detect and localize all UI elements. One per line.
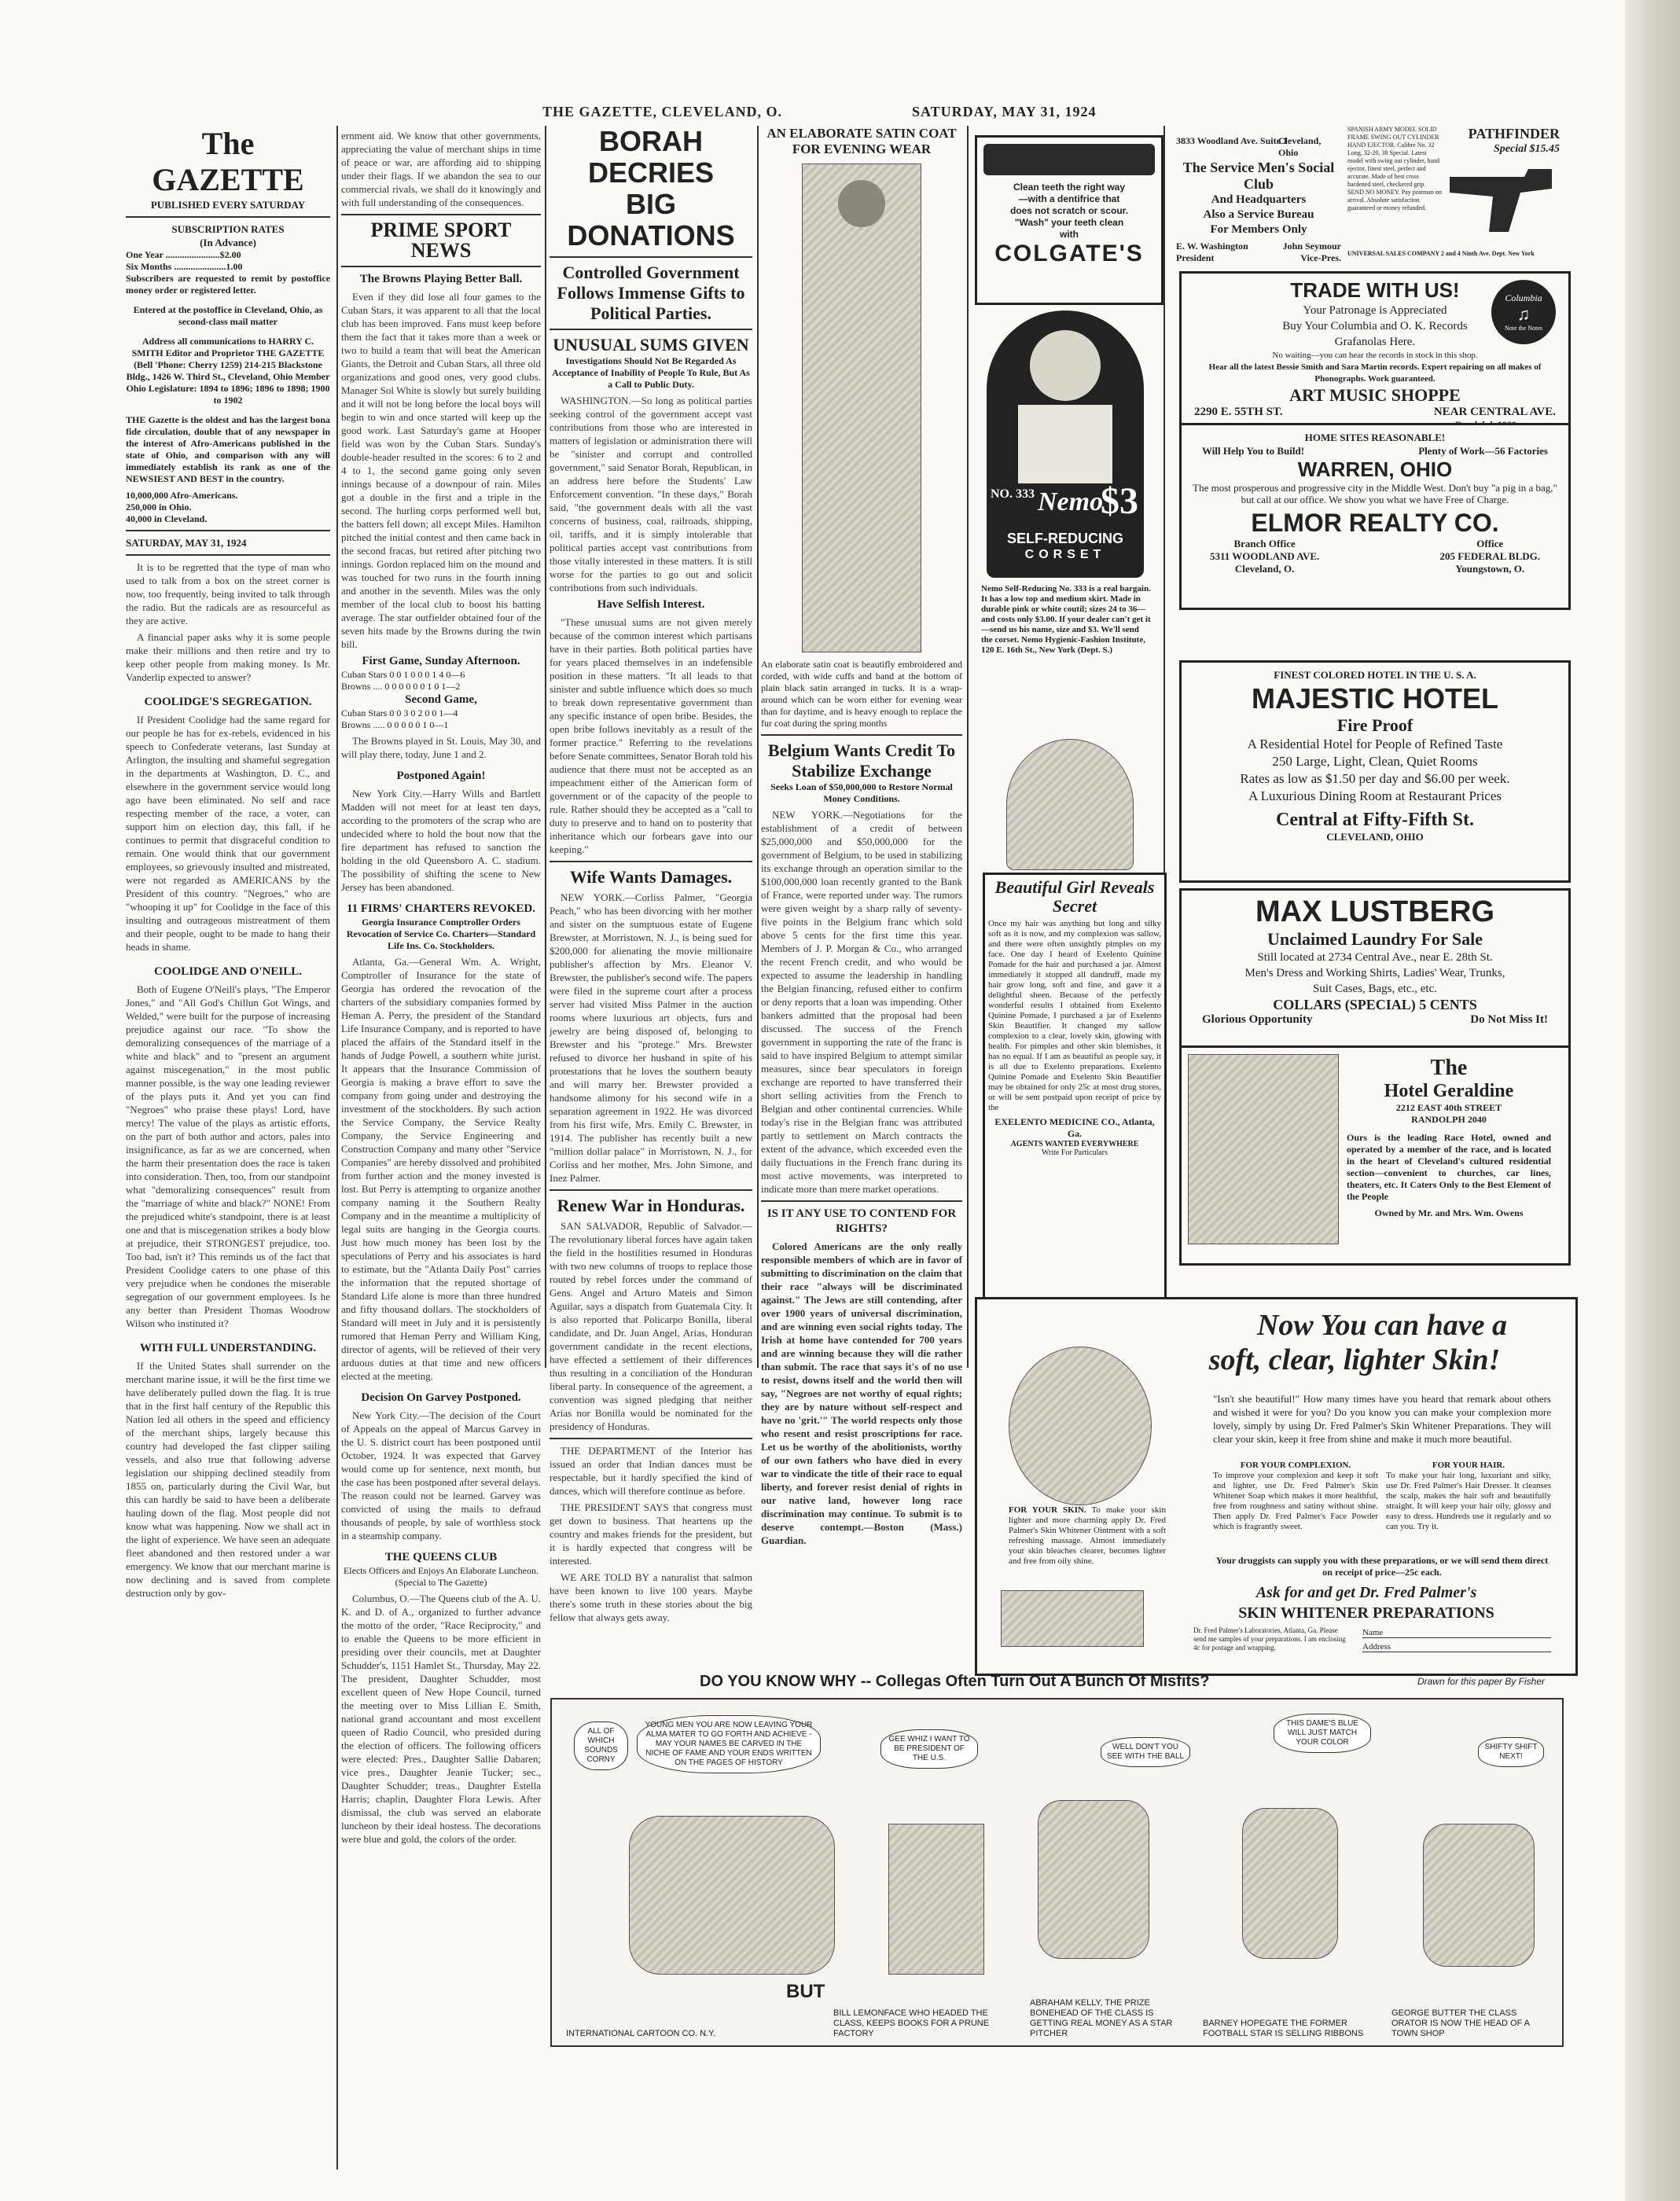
pathfinder-ad: [1347, 126, 1560, 267]
ad-copy: "Wash" your teeth clean: [1014, 217, 1124, 228]
editorial-paragraph: If the United States shall surrender on the merchant marine issue, it will be the first time we have deliberately pulled down the flag. It is true that in the first half century of the Republic this Nation led all others in the speed and efficiency of the merchant ships, largely because this country had developed the fast clipper sailing vessels, and also true that following adverse legislation our shipping declined steadily from 1855 on, particularly during the Civil War, but this can hardly be said to have been a deliberate hauling down of the flag. Most people did not know what was happening. Now we shall act in the light of experience. We have seen an adequate fleet abandoned and then restored under a war emergency. We know that our merchant marine is now declining and is saved from complete destruction only by gov-: [126, 1360, 330, 1599]
nemo-copy: Nemo Self-Reducing No. 333 is a real bargain. It has a low top and medium skirt. Made in durable pink or white coutil; sizes 24 to 36—and costs only $3.00. If your dealer can't get it—send us his name, size and $3. We'll send the corset. Nemo Hygienic-Fashion Institute, 120 E. 16th St., New York (Dept. S.): [981, 584, 1151, 655]
editorial-heading: COOLIDGE AND O'NEILL.: [154, 965, 302, 978]
article-body: New York City.—The decision of the Court of Appeals on the appeal of Marcus Garvey in the U. S. district court has been postponed until October, 1924. It was expected that Garvey would come up for sentence, next month, but the case has been postponed after several delays. The reason could not be learned. Garvey was convicted of using the mails to defraud thousands of people, by sale of worthless stock in a steamship company.: [341, 1409, 541, 1541]
office-label: Branch Office: [1233, 538, 1296, 549]
hotel-fireproof: Fire Proof: [1336, 715, 1413, 735]
article-heading: IS IT ANY USE TO CONTEND FOR RIGHTS?: [766, 1207, 957, 1235]
divider: [341, 214, 541, 215]
rate-line: Six Months ......................1.00: [126, 261, 243, 272]
headline: BIG DONATIONS: [567, 188, 735, 252]
ad-headline: Now You can have a: [1256, 1309, 1508, 1342]
editorial-heading: COOLIDGE'S SEGREGATION.: [144, 696, 312, 708]
revolver-icon: [1446, 161, 1556, 236]
editorial-heading: WITH FULL UNDERSTANDING.: [139, 1342, 317, 1354]
editorial-paragraph: If President Coolidge had the same regard for our people he has for ex-rebels, evidenced in his speech to Confederate veterans, last Sunday at Arlington, the insulting and shameful segregation in the departments at Washington, D. C., and elsewhere in the government service would long ago have been eliminated. No self and race respecting member of the race, a voter, can support him on election day, this fall, if he continues to permit that disgraceful condition to remain. One would think that our government employees, so grievously insulted and mistreated, were not regarded as AMERICANS by the President of this country. "Negroes," who are "whooping it up" for Coolidge in the face of this insulting and outrageous mistreatment of them and their people, ought to be made to hang their heads in shame.: [126, 714, 330, 953]
divider: [550, 861, 752, 862]
ad-copy: The most prosperous and progressive city in the Middle West. Don't buy "a pig in a bag," but call at our office. We show you what we have Free of Charge.: [1193, 482, 1557, 505]
speech-bubble: ALL OF WHICH SOUNDS CORNY: [574, 1721, 628, 1770]
ad-company: EXELENTO MEDICINE CO., Atlanta, Ga.: [994, 1116, 1155, 1139]
club-line: Also a Service Bureau: [1203, 208, 1314, 221]
divider: [550, 1438, 752, 1439]
article-heading: 11 FIRMS' CHARTERS REVOKED.: [346, 902, 536, 915]
deck-subheading: Investigations Should Not Be Regarded As Acceptance of Inability of People To Rule, But As a Call to Public Duty.: [552, 355, 750, 390]
comic-caption: ABRAHAM KELLY, THE PRIZE BONEHEAD OF THE CLASS IS GETTING REAL MONEY AS A STAR PITCHER: [1030, 1998, 1173, 2038]
article-heading: Renew War in Honduras.: [557, 1196, 745, 1215]
population-line: 10,000,000 Afro-Americans.: [126, 490, 238, 501]
article-body: NEW YORK.—Negotiations for the establishment of a credit of between $25,000,000 and $50,000,000 for the government of Belgium, to be used in stabilizing its exchange through an operation similar to the $100,000,000 loan recently granted to the Bank of France, were reported under way. The rumors were given weight by a sharp rally of seventy-five points in the Belgium franc which sold above 5 cents for the first time this year. Members of J. P. Morgan & Co., who arranged the recent French credit, and who would be expected to assume the leadership in handling the Belgian financing, refused either to confirm or deny reports that a loan was impending. Other bankers admitted that the proposal had been discussed. The success of the French government in supporting the rate of the franc is said to have inspired Belgium to attempt similar measures, since bear speculators in foreign exchange are reported to have transferred their short selling activities from the French to Belgian and other continental currencies. While today's rise in the Belgian franc was attributed partly to settlement on March contracts the extent of the advance, which exceeded even the daily fluctuations in the French franc during its most active movements, was interpreted to indicate more than mere market operations.: [761, 809, 962, 1195]
office-address: 205 FEDERAL BLDG.: [1439, 550, 1540, 562]
laundry-line: Men's Dress and Working Shirts, Ladies' Wear, Trunks,: [1244, 967, 1505, 979]
divider: [550, 1189, 752, 1191]
brief-paragraph: THE DEPARTMENT of the Interior has issued an order that Indian dances must be respectable, but it hardly specified the kind of dances, which will therefore continue as before.: [550, 1445, 752, 1497]
article-subheading: Elects Officers and Enjoys An Elaborate Luncheon.: [343, 1565, 539, 1576]
paper-title: The GAZETTE: [152, 126, 304, 197]
divider: [761, 1200, 962, 1202]
population-line: 250,000 in Ohio.: [126, 502, 192, 513]
article-body: Atlanta, Ga.—General Wm. A. Wright, Comptroller of Insurance for the state of Georgia has ordered the revocation of the charters of the subsidiary companies formed by Heman A. Perry, the president of the Standard Life Insurance Company, and is reported to have placed the affairs of the Standard itself in the hands of Judge Powell, a southern white jurist. It appears that the Insurance Commission of Georgia is making a brave effort to save the company from going under and destroying the investment of the stockholders. By such action the Service Company, the Service Realty Company, the Service Engineering and Construction Company and many other "Service Companies" are hereby dissolved and prohibited from further action and the money invested is lost. But Perry is attempting to organize another company naming it the Southern Realty Company and in the meantime a multiplicity of legal suits are hanging in the Georgia courts. Just how much money has been lost by the speculations of Perry and his associates is hard to estimate, but the "Atlanta Daily Post" carries the information that the reputed shortage of Standard Life alone is more than three hundred and fifty thousand dollars. The stockholders of Standard will meet in July and it is persistently rumored that Heman Perry and William King, director of agents, will be relieved of their very arduous duties at that time and new officers elected at the meeting.: [341, 956, 541, 1382]
nemo-tagline: SELF-REDUCING: [1007, 531, 1123, 546]
nemo-tagline: CORSET: [1024, 548, 1106, 561]
barber-illustration: [1423, 1824, 1535, 1967]
club-officer-title: Vice-Pres.: [1300, 252, 1341, 263]
article-body: New York City.—Harry Wills and Bartlett Madden will not meet for at least ten days, according to the promoters of the scrap who are undecided where to hold the bout now that the fire department has refused to sanction the holding in the old Queensboro A. C. stadium. The possibility of shifting the scene to New Jersey has been abandoned.: [341, 788, 541, 893]
pathfinder-company: UNIVERSAL SALES COMPANY 2 and 4 Ninth Ave. Dept. New York: [1347, 250, 1535, 257]
skin-section-copy: To make your skin lighter and more charming apply Dr. Fred Palmer's Skin Whitener Ointment with a soft refreshing massage. Almost immediately your skin bleaches clearer, becomes lighter and free from oily shine.: [1009, 1505, 1166, 1566]
pitcher-illustration: [1038, 1800, 1149, 1959]
club-officer: E. W. Washington: [1176, 241, 1248, 252]
news-column: [550, 125, 752, 1623]
coupon-name-field: Name: [1362, 1628, 1551, 1638]
nemo-number: NO. 333: [991, 487, 1035, 501]
article-heading: Postponed Again!: [396, 770, 486, 782]
comic-title: DO YOU KNOW WHY -- Collegas Often Turn Out A Bunch Of Misfits?: [700, 1673, 1210, 1690]
ad-heading: TRADE WITH US!: [1290, 278, 1460, 302]
bookkeeper-illustration: [888, 1824, 984, 1975]
article-continuation: ernment aid. We know that other governments, appreciating the value of merchant ships in time of peace or war, are affording aid to shipping under their flags. If we abandon the sea to our commercial rivals, we shall do it knowingly and with full understanding of the consequences.: [341, 130, 541, 208]
article-subheading: Georgia Insurance Comptroller Orders Revocation of Service Co. Charters—Standard Life Ins. Co. Stockholders.: [346, 917, 536, 951]
sports-heading: PRIME SPORT NEWS: [370, 219, 512, 262]
speech-bubble: WELL DON'T YOU SEE WITH THE BALL: [1101, 1737, 1190, 1767]
ad-write: Write For Particulars: [1041, 1148, 1108, 1157]
article-special: (Special to The Gazette): [395, 1577, 487, 1588]
office-city: Cleveland, O.: [1234, 563, 1295, 575]
art-music-ad: [1179, 271, 1571, 431]
rates-subheading: (In Advance): [200, 237, 256, 248]
masthead-paper: THE GAZETTE, CLEVELAND, O.: [542, 104, 783, 119]
ad-line: No waiting—you can hear the records in stock in this shop.: [1272, 351, 1478, 360]
hotel-geraldine-ad: [1179, 1045, 1571, 1266]
pathfinder-price: Special $15.45: [1494, 143, 1560, 155]
club-officer: John Seymour: [1282, 241, 1341, 252]
nemo-corset-ad: [975, 310, 1159, 680]
speech-bubble: THIS DAME'S BLUE WILL JUST MATCH YOUR COLOR: [1274, 1714, 1371, 1753]
product-box-illustration: [1001, 1590, 1144, 1647]
hotel-line: A Luxurious Dining Room at Restaurant Prices: [1248, 788, 1502, 803]
coupon-address-field: Address: [1362, 1642, 1551, 1652]
club-name: The Service Men's Social Club: [1182, 160, 1335, 192]
ad-intro: "Isn't she beautiful!" How many times have you heard that remark about others and wished it were for you? Do you know you can make your complexion more lovely, simply by using Dr. Fred Palmer's Skin Whitener Preparations. They will clear your skin, keep it free from shine and make it much more beautiful.: [1213, 1393, 1551, 1445]
ad-copy: —with a dentifrice that: [1018, 193, 1120, 204]
hotel-line: A Residential Hotel for People of Refined Taste: [1247, 737, 1503, 751]
editorial-paragraph: Both of Eugene O'Neill's plays, "The Emperor Jones," and "All God's Chillun Got Wings, and Welded," were built for the purpose of increasing prejudice against our race. "To show the demoralizing consequences of the marriage of a white and black" and to "present an argument against miscegenation," in the most public manner possible, is the way one leading reviewer of the plays puts it. And yet you can find "Negroes" who praise these plays! Lord, have mercy! The value of the plays as artistic efforts, on the part of both author and actors, pales into insignificance, as far as we are concerned, when the harm their presentation does the race is taken into consideration. Then, too, from our standpoint what "demoralizing consequences" result from the "marriage of white and black?" NONE! From the prejudiced white's standpoint, there is at least one and that is miscegenation strikes a body blow at prejudice, their STRONGEST prejudice, too. Too bad, isn't it? This reminds us of the fact that President Coolidge caters to one phase of this very prejudice when he condones the miserable segregation of our government employees. Is he any better than President Thomas Woodrow Wilson who instituted it?: [126, 983, 330, 1329]
columbia-logo-icon: [1491, 280, 1556, 344]
office-address: 5311 WOODLAND AVE.: [1210, 550, 1320, 562]
club-line: For Members Only: [1210, 223, 1307, 236]
columbia-logo-text: Columbia: [1505, 292, 1542, 303]
shop-near: NEAR CENTRAL AVE.: [1433, 406, 1556, 418]
hotel-name: Hotel Geraldine: [1384, 1081, 1514, 1101]
warren-title: WARREN, OHIO: [1297, 457, 1453, 481]
article-body: "These unusual sums are not given merely because of the common interest which partisans have in their parties. Both political parties have for years placed themselves in an indefensible position in these matters. "It all leads to that sinister and subtle influence which does so much to break down representative government than any specific instance of open bribe. Besides, the open bribe follows inevitably as a result of the former practice." Referring to the revelations before Senate committees, Senator Borah told his audience that there must not be accepted as an impeachment either of the American form of government or of the capacity of the people to rule. Rather should they be accepted as a "call to duty to preserve and to hand on to posterity that inheritance which our forbears gave into our keeping.": [550, 616, 752, 855]
article-body: Colored Americans are the only really responsible members of which are in favor of submitting to discrimination on the claim that their race "always will be discriminated against." The Jews are still contending, after over 1900 years of universal discrimination, and are winning even social rights today. The Irish at home have contended for 700 years and are winning because they will die rather than submit. The race that says it's of no use to resist, downs itself and the world then will say, "Negroes are not worthy of equal rights; they are by nature without self-respect and have no 'grit.'" The world respects only those who resent and resist proscriptions for race. Let us be worthy of the abolitionists, worthy of our own fathers who have died in every war to vindicate the title of their race to equal liberty, and forever resist denial of rights in our native land, however long race discrimination may continue. To submit is to deserve contempt.—Boston (Mass.) Guardian.: [761, 1240, 962, 1546]
ad-line: Buy Your Columbia and O. K. Records: [1282, 320, 1468, 333]
laundry-line: Glorious Opportunity: [1202, 1013, 1313, 1026]
office-label: Office: [1476, 538, 1504, 549]
address-block: Address all communications to HARRY C. SMITH Editor and Proprietor THE GAZETTE (Bell 'Phone: Cherry 1259) 214-215 Blackstone Bldg., 1426 W. Third St., Cleveland, Ohio Member Ohio Legislature: 1894 to 1896; 1896 to 1898; 1900 to 1902: [126, 336, 330, 406]
box-score-row: Cuban Stars 0 0 3 0 2 0 0 1—4: [341, 707, 458, 718]
ad-copy: Once my hair was anything but long and silky soft as it is now, and my complexion was sallow, and there were often unsightly pimples on my face. One day I heard of Exelento Quinine Pomade for the hair and purchased a jar. Almost immediately it stopped all dandruff, made my hair grow long, soft and fine, and gave it a delightful sheen. Because of the perfectly wonderful results I obtained from Exelento Quinine Pomade, I purchased a jar of Exelento Skin Beautifier. It changed my sallow complexion to a clear, lovely skin, glowing with health. For pimples and other skin blemishes, it has no equal. If I am as beautiful as people say, it is all due to Exelento preparations. Exelento Quinine Pomade and Exelento Skin Beautifier may be obtained for only 25c at most drug stores, or will be sent postpaid upon receipt of price by the: [988, 919, 1161, 1112]
article-body: WASHINGTON.—So long as political parties seeking control of the government accept vast contributions from those who are interested in matters of legislation or administration there will be "sinister and corrupt and controlled government," said Senator Borah, Republican, in an address here before the Students' Law Enforcement convention. "In these days," Borah said, "the government deals with all the vast concerns of business, coal, railroads, shipping, oil, tariffs, and it is simply intolerable that political parties accept vast contributions from those vitally interested in these matters. It is still worse for the parties to go out and solicit contributions from such individuals.: [550, 395, 752, 593]
ad-copy: Clean teeth the right way: [1013, 182, 1126, 193]
population-line: 40,000 in Cleveland.: [126, 513, 208, 524]
deck-heading: UNUSUAL SUMS GIVEN: [553, 335, 749, 355]
nemo-price: $3: [1101, 480, 1138, 522]
comic-caption: BILL LEMONFACE WHO HEADED THE CLASS, KEEPS BOOKS FOR A PRUNE FACTORY: [833, 2008, 990, 2038]
service-club-ad: [1176, 135, 1341, 263]
club-city: Cleveland, Ohio: [1278, 135, 1322, 158]
hotel-building-illustration: [1188, 1054, 1339, 1244]
article-heading: THE QUEENS CLUB: [384, 1551, 498, 1563]
fashion-heading: AN ELABORATE SATIN COAT FOR EVENING WEAR: [766, 126, 957, 156]
fashion-caption: An elaborate satin coat is beautifly embroidered and corded, with wide cuffs and band at the bottom of plain black satin arranged in tucks. It is a wrap-around which can be worn either for evening wear than for daytime, and is heavy enough to replace the fur coat during the spring months: [761, 659, 962, 729]
editorial-paragraph: A financial paper asks why it is some people make their millions and then retire and try to keep other people from making money. Is Mr. Vanderlip expected to answer?: [126, 631, 330, 683]
page-masthead: [126, 104, 1564, 124]
article-heading: The Browns Playing Better Ball.: [359, 273, 523, 285]
toothpaste-tube-icon: [983, 144, 1155, 175]
column-rule: [545, 126, 546, 1368]
ribbon-seller-illustration: [1242, 1808, 1338, 1959]
rates-note: Subscribers are requested to remit by postoffice money order or registered letter.: [126, 273, 330, 296]
portrait-illustration: [1006, 739, 1134, 870]
article-heading: Wife Wants Damages.: [569, 867, 733, 887]
circulation-claim: THE Gazette is the oldest and has the largest bona fide circulation, double that of any newspaper in the interest of Afro-Americans published in the state of Ohio, and comparison with any will immediately establish its rank as one of the NEWSIEST AND BEST in the country.: [126, 414, 330, 484]
divider: [550, 329, 752, 330]
complexion-head: FOR YOUR COMPLEXION.: [1240, 1461, 1351, 1470]
graduates-illustration: [629, 1816, 835, 1975]
divider: [126, 530, 330, 531]
article-heading: Decision On Garvey Postponed.: [361, 1391, 521, 1404]
complexion-copy: To improve your complexion and keep it soft and lighter, use Dr. Fred Palmer's Skin Whitener Soap which makes it more healthful, free from roughness and satiny without shine. Then apply Dr. Fred Palmer's Face Powder which is fragrantly sweet.: [1213, 1471, 1378, 1531]
box-score-heading: Second Game,: [405, 693, 477, 706]
article-body: NEW YORK.—Corliss Palmer, "Georgia Peach," who has been divorcing with her mother and sister on the sumptuous estate of Eugene Brewster, at Morristown, N. J., is being sued for $200,000 for alienating the movie millionaire publisher's affection by Mrs. Eleanor V. Brewster, the publisher's second wife. The papers were filed in the supreme court after a process server had visited Miss Palmer in the auction rooms where luxurious art objects, furs and jewelry are being disposed of, belonging to Brewster and his "protege." Mrs. Brewster refused to divorce her husband in spite of his protestations that he loves the southern beauty and will marry her. Brewster provided a handsome alimony for his second wife in a separation agreement in 1922. He was divorced from his first wife, Mrs. Emily C. Brewster, in 1914. The publisher has recently built a new "million dollar palace" in Morristown, N. J., for Corliss and her mother, Mrs. John Simone, and Inez Palmer.: [550, 891, 752, 1184]
divider: [341, 266, 541, 267]
entered-note: Entered at the postoffice in Cleveland, Ohio, as second-class mail matter: [133, 304, 323, 327]
corset-illustration: [1018, 405, 1112, 483]
hotel-owners: Owned by Mr. and Mrs. Wm. Owens: [1374, 1207, 1524, 1218]
editorial-column: [126, 126, 330, 2170]
colgate-logo: COLGATE'S: [994, 241, 1144, 266]
comic-caption: INTERNATIONAL CARTOON CO. N.Y.: [566, 2029, 716, 2038]
issue-date: SATURDAY, MAY 31, 1924: [126, 537, 247, 549]
hotel-line: Rates as low as $1.50 per day and $6.00 per week.: [1240, 771, 1510, 786]
comic-but: BUT: [786, 1981, 825, 2002]
ad-copy: does not scratch or scour.: [1009, 205, 1129, 216]
hotel-location: Central at Fifty-Fifth St.: [1276, 810, 1474, 830]
page-binding: [1625, 0, 1680, 2201]
comic-caption: BARNEY HOPEGATE THE FORMER FOOTBALL STAR IS SELLING RIBBONS: [1203, 2019, 1364, 2038]
article-heading: Have Selfish Interest.: [597, 598, 705, 611]
music-note-icon: ♫: [1516, 304, 1531, 324]
ad-ask: Ask for and get Dr. Fred Palmer's: [1255, 1584, 1477, 1601]
ad-line: Grafanolas Here.: [1334, 336, 1416, 348]
comic-strip: [550, 1666, 1561, 2052]
feature-column: [761, 126, 962, 1546]
ad-line: Hear all the latest Bessie Smith and Sara Martin records. Expert repairing on all makes of Phonographs. Work guaranteed.: [1208, 362, 1542, 384]
article-body: Columbus, O.—The Queens club of the A. U. K. and D. of A., organized to further advance the motto of the order, "Race Reciprocity," and to enable the Queens to be more efficient in presiding over their councils, met at Daughter Schudder's, 1151 Hamlet St., Thursday, May 22. The president, Daughter Schudder, most excellent queen of New Hope Council, turned the meeting over to Miss Lillian E. Smith, national grand accountant and most excellent queen of Radio Council, who presided during the election of officers. The following officers were elected: Pres., Daughter Sallie Dabaren; vice pres., Daughter Jeanie Tucker; sec., Daughter Schudder; treas., Daughter Estella Harris; chaplin, Daughter Flora Lewis. After dismissal, the club was served an elaborate luncheon by their ideal hostess. The decorations were blue and gold, the colors of the order.: [341, 1593, 541, 1845]
comic-credit: Drawn for this paper By Fisher: [1417, 1676, 1545, 1687]
ad-agents: AGENTS WANTED EVERYWHERE: [1010, 1140, 1139, 1148]
club-address: 3833 Woodland Ave. Suite 1: [1176, 135, 1288, 146]
sports-column: [341, 126, 541, 2170]
divider: [550, 256, 752, 258]
hotel-address: 2212 EAST 40th STREET: [1395, 1102, 1502, 1113]
hotel-title: MAJESTIC HOTEL: [1251, 682, 1498, 715]
laundry-subtitle: Unclaimed Laundry For Sale: [1266, 929, 1483, 949]
box-score-heading: First Game, Sunday Afternoon.: [362, 655, 520, 667]
hotel-line: 250 Large, Light, Clean, Quiet Rooms: [1272, 754, 1478, 769]
nemo-logo: Nemo: [1038, 487, 1104, 516]
club-line: And Headquarters: [1211, 193, 1307, 206]
column-rule: [757, 126, 759, 1368]
headline: BORAH DECRIES: [587, 125, 715, 189]
hair-copy: To make your hair long, luxuriant and silky, use Dr. Fred Palmer's Hair Dresser. It cleanses the scalp, makes the hair soft and beautifully straight. It will keep your hair oily, glossy and easy to dress. Hundreds use it regularly and so can you. Try it.: [1386, 1471, 1551, 1531]
skin-whitener-ad: [975, 1297, 1578, 1676]
skin-section-head: FOR YOUR SKIN.: [1009, 1505, 1086, 1515]
article-heading: Belgium Wants Credit To Stabilize Exchange: [767, 740, 956, 781]
ad-copy: with: [1060, 229, 1079, 240]
speech-bubble: YOUNG MEN YOU ARE NOW LEAVING YOUR ALMA MATER TO GO FORTH AND ACHIEVE - MAY YOUR NAMES BE CARVED IN THE NICHE OF FAME AND YOUR ENDS WRITTEN ON THE PAGES OF HISTORY: [637, 1715, 821, 1773]
hotel-city: CLEVELAND, OHIO: [1326, 831, 1424, 843]
brief-paragraph: WE ARE TOLD BY a naturalist that salmon have been known to live 100 years. Maybe there's some truth in these stories about the big fellow that always gets away.: [550, 1571, 752, 1623]
fashion-illustration: [802, 164, 921, 652]
column-rule: [967, 126, 969, 1368]
article-body: The Browns played in St. Louis, May 30, and will play there, today, June 1 and 2.: [341, 735, 541, 760]
laundry-special: COLLARS (SPECIAL) 5 CENTS: [1273, 997, 1477, 1012]
ad-heading: HOME SITES REASONABLE!: [1304, 432, 1446, 443]
rates-heading: SUBSCRIPTION RATES: [171, 223, 285, 235]
hotel-the: The: [1430, 1056, 1468, 1080]
ad-drug-note: Your druggists can supply you with these preparations, or we will send them direct on receipt of price—25c each.: [1215, 1555, 1549, 1578]
comic-caption: GEORGE BUTTER THE CLASS ORATOR IS NOW THE HEAD OF A TOWN SHOP: [1391, 2008, 1530, 2038]
laundry-line: Still located at 2734 Central Ave., near E. 28th St.: [1257, 951, 1493, 964]
article-body: SAN SALVADOR, Republic of Salvador.—The revolutionary liberal forces have again taken the field in the hostilities resumed in Honduras with two new columns of troops to replace those routed by rebel forces under the command of Gens. Angel and Arturo Mateis and Simon Aguilar, says a dispatch from Guatemala City. It is also reported that Policarpo Bonilla, liberal candidate, and Dr. Juan Angel, Arias, Honduran government candidate in the recent elections, have effected a settlement of their differences thus resulting in a conciliation of the Honduran liberal party. In consequence of the agreement, a convention was signed pledging that neither Arias nor Bonilla would be nominated for the presidency of Honduras.: [550, 1220, 752, 1432]
majestic-hotel-ad: [1179, 660, 1571, 883]
columbia-tagline: Note the Notes: [1505, 325, 1542, 332]
elmor-realty-ad: [1179, 423, 1571, 610]
laundry-line: Suit Cases, Bags, etc., etc.: [1313, 983, 1437, 995]
article-body: Even if they did lose all four games to the Cuban Stars, it was apparent to all that the local club has been improved. Fans must keep before them the fact that it takes more than a week or two to build a team that will beat the American Giants, the Detroit and Cuban Stars, all three old organizations and good ones, very good clubs. Manager Sol White is slowly but surely building and it will not be long before the local boys will begin to win and once started will keep up the good work. Last Saturday's game at Hooper field was won by the Cuban Stars. Sunday's double-header resulted in the scores: 6 to 2 and 4 to 1, the second game going only seven innings because of a downpour of rain. Miles got a double in the first and a triple in the second. The hurling corps performed well but, the batters fell down; all except Miles. Hamilton pitched the initial contest and then came back in the second fracas, but retired after pitching two innings. Gordon replaced him on the mound and was touched for two runs in the fourth inning and another in the seventh. Miles was the only member of the local club to boost his batting average. The star outfielder obtained four of the seven hits made by the Browns during the twin bill.: [341, 291, 541, 650]
masthead-date: SATURDAY, MAY 31, 1924: [912, 104, 1097, 119]
model-illustration: [1030, 330, 1101, 401]
exelento-ad: [983, 873, 1167, 1300]
box-score-row: Browns .... 0 0 0 0 0 0 1 0 1—2: [341, 681, 461, 692]
box-score-row: Browns ..... 0 0 0 0 0 1 0—1: [341, 719, 449, 730]
max-lustberg-ad: [1179, 888, 1571, 1052]
pathfinder-logo: PATHFINDER: [1468, 126, 1560, 141]
laundry-title: MAX LUSTBERG: [1255, 895, 1494, 928]
hotel-phone: RANDOLPH 2040: [1411, 1114, 1487, 1125]
ad-product: SKIN WHITENER PREPARATIONS: [1238, 1604, 1494, 1622]
shop-address: 2290 E. 55TH ST.: [1194, 406, 1283, 418]
laundry-line: Do Not Miss It!: [1470, 1013, 1548, 1026]
coupon-copy: Dr. Fred Palmer's Laboratories, Atlanta, Ga. Please send me samples of your preparations. I am enclosing 4c for postage and wrapping.: [1193, 1626, 1346, 1652]
shop-name: ART MUSIC SHOPPE: [1289, 385, 1461, 405]
box-score-row: Cuban Stars 0 0 1 0 0 0 1 4 0—6: [341, 669, 465, 680]
pathfinder-copy: SPANISH ARMY MODEL SOLID FRAME SWING OUT CYLINDER HAND EJECTOR. Calibre No. 32 Long, 32-20, 38 Special. Latest model with swing out cylinder, hand ejector, finest steel, perfect and accurate. Made of best cross hardened steel, checkered grip. SEND NO MONEY. Pay postman on arrival. Absolute satisfaction guaranteed or money refunded.: [1347, 126, 1442, 211]
club-officer-title: President: [1176, 252, 1215, 263]
brief-paragraph: THE PRESIDENT SAYS that congress must get down to business. That heartens up the country and makes friends for the president, but it is hardly expected that congress will be interested.: [550, 1501, 752, 1567]
elmor-title: ELMOR REALTY CO.: [1251, 509, 1499, 537]
office-city: Youngstown, O.: [1455, 563, 1525, 575]
ad-line: Your Patronage is Appreciated: [1303, 304, 1447, 317]
divider: [126, 554, 330, 556]
divider: [761, 734, 962, 736]
deck-heading: Controlled Government Follows Immense Gifts to Political Parties.: [557, 263, 745, 323]
ad-heading: Beautiful Girl Reveals Secret: [994, 877, 1155, 916]
ad-line: Will Help You to Build!: [1202, 445, 1305, 457]
woman-illustration: [1009, 1347, 1152, 1505]
editorial-paragraph: It is to be regretted that the type of man who used to talk from a box on the street corner is now, too frequently, being invited to talk through the radio. But the radicals are as resourceful as they are active.: [126, 561, 330, 626]
speech-bubble: SHIFTY SHIFT NEXT!: [1478, 1737, 1544, 1767]
hotel-copy: Ours is the leading Race Hotel, owned and operated by a member of the race, and is located in the heart of Cleveland's cultured residential section—convenient to churches, car lines, theaters, etc. It Caters Only to the Best Element of the People: [1347, 1132, 1551, 1202]
divider: [126, 216, 330, 218]
hair-head: FOR YOUR HAIR.: [1432, 1461, 1505, 1470]
published-line: PUBLISHED EVERY SATURDAY: [150, 199, 306, 211]
column-rule: [336, 126, 338, 2170]
ad-line: Plenty of Work—56 Factories: [1418, 445, 1548, 457]
speech-bubble: GEE WHIZ I WANT TO BE PRESIDENT OF THE U.S.: [880, 1729, 978, 1769]
rate-line: One Year .......................$2.00: [126, 249, 241, 260]
colgate-ad: [975, 135, 1164, 305]
ad-preheading: FINEST COLORED HOTEL IN THE U. S. A.: [1274, 669, 1476, 681]
article-subheading: Seeks Loan of $50,000,000 to Restore Normal Money Conditions.: [770, 781, 953, 804]
ad-headline: soft, clear, lighter Skin!: [1208, 1343, 1501, 1376]
